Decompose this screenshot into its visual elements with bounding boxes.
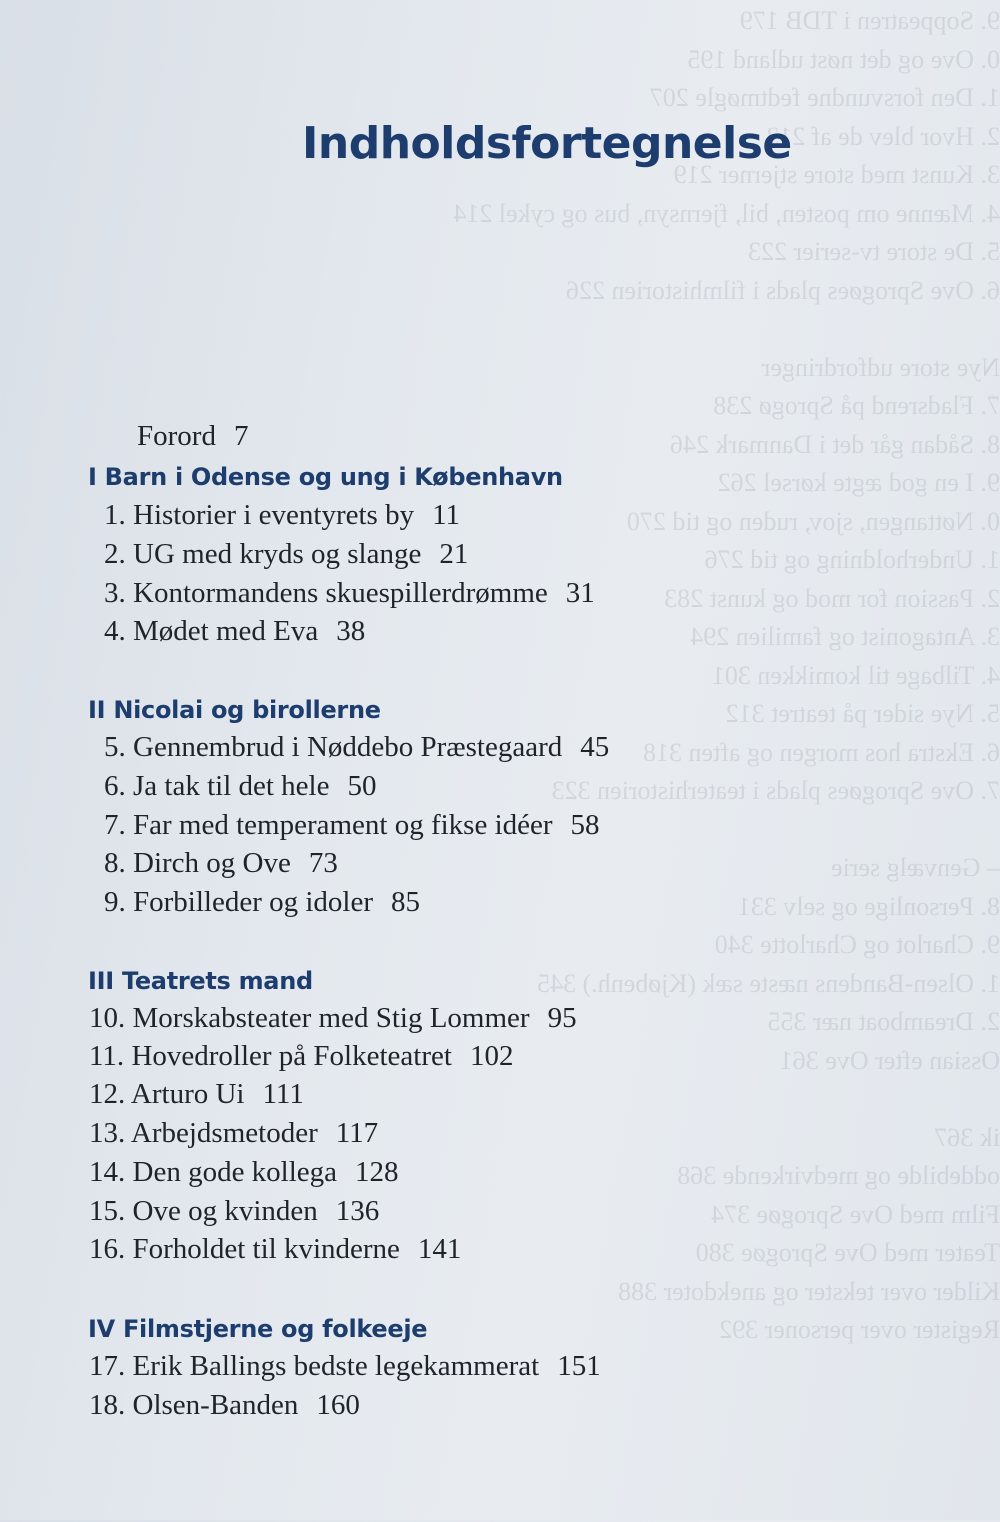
chapter-title: Dirch og Ove [133, 847, 291, 879]
chapter-title: Den gode kollega [132, 1156, 338, 1188]
toc-chapter [89, 1156, 399, 1189]
toc-chapter [104, 499, 460, 532]
toc-chapter [104, 886, 420, 919]
chapter-page: 141 [417, 1233, 462, 1265]
chapter-page: 31 [565, 577, 595, 609]
chapter-page: 11 [432, 499, 461, 531]
toc-foreword-label: Forord [137, 420, 216, 452]
chapter-number: 17. [89, 1350, 126, 1382]
chapter-page: 45 [580, 731, 610, 763]
chapter-title: Morskabsteater med Stig Lommer [132, 1002, 530, 1034]
toc-chapter [89, 1233, 461, 1266]
toc-chapter [89, 1002, 577, 1035]
chapter-page: 117 [335, 1117, 379, 1149]
chapter-page: 95 [547, 1002, 577, 1034]
bleed-through-text: 9. Soppeatren i TDB 179 0. Ove og det nøst udland 195 1. Den forsvundne fedtmøgle 207 2. Hvor blev de af 213 3. Kunst med store stjerner 219 4. Mænne om posten, bil, fjernsyn, bus og cykel 214 5. De store tv-serier 223 6. Ove Sprogøes plads i filmhistorien 226 Nye store udfordringer 7. Fladsrend på Sprogø 238 8. Sådan går det i Danmark 246 9. I en god ægte kørsel 262 0. Nøttangen, sjov, ruden og tid 270 1. Underholdning og tid 276 2. Passion for mod og kunst 283 3. Antagonist og familien 294 4. Tilbage til komikken 301 5. Nye sider på teatret 312 6. Ekstra hos morgen og aften 318 7. Ove Sprogøes plads i teaterhistorien 323 – Genvælg serie 8. Personlige og selv 331 9. Charlot og Charlotte 340 1. Olsen-Bandens næste sæk (Kjøbenh.) 345 2. Dreamboat nær 355 Ossian efter Ove 361 ik 367 oddebilde og medvirkende 368 Film med Ove Sprogøe 374 Teater med Ove Sprogøe 380 Kilder over tekster og anekdoter 388 Register over personer 392 [453, 6, 1000, 1344]
chapter-page: 50 [347, 770, 377, 802]
chapter-page: 38 [336, 615, 366, 647]
chapter-title: Gennembrud i Nøddebo Præstegaard [133, 731, 563, 763]
toc-section-heading: II Nicolai og birollerne [88, 696, 381, 724]
chapter-page: 151 [557, 1350, 601, 1382]
toc-chapter [104, 847, 338, 880]
toc-chapter [89, 1040, 513, 1073]
toc-chapter [104, 615, 365, 648]
chapter-page: 128 [355, 1156, 399, 1188]
chapter-title: Mødet med Eva [133, 615, 319, 647]
chapter-page: 73 [308, 847, 338, 879]
chapter-number: 16. [89, 1233, 126, 1265]
chapter-page: 136 [335, 1195, 380, 1227]
chapter-title: UG med kryds og slange [133, 538, 422, 570]
chapter-page: 102 [469, 1040, 514, 1072]
toc-chapter [104, 731, 609, 764]
chapter-page: 58 [570, 809, 600, 841]
toc-chapter [89, 1389, 360, 1422]
chapter-title: Erik Ballings bedste legekammerat [132, 1350, 540, 1382]
toc-section-heading: IV Filmstjerne og folkeeje [88, 1315, 428, 1343]
chapter-number: 8. [104, 847, 126, 879]
chapter-number: 12. [89, 1078, 126, 1110]
toc-chapter [104, 770, 377, 803]
chapter-number: 7. [104, 809, 126, 841]
toc-chapter [104, 538, 468, 571]
chapter-number: 9. [104, 886, 126, 918]
toc-foreword-page: 7 [233, 420, 249, 452]
toc-foreword [137, 420, 248, 453]
chapter-number: 10. [89, 1002, 126, 1034]
chapter-number: 1. [104, 499, 126, 531]
chapter-number: 18. [89, 1389, 126, 1421]
chapter-page: 111 [262, 1078, 304, 1110]
toc-chapter [89, 1350, 601, 1383]
chapter-title: Ove og kvinden [132, 1195, 318, 1227]
chapter-number: 11. [89, 1040, 125, 1072]
chapter-page: 160 [316, 1389, 360, 1421]
chapter-number: 2. [104, 538, 126, 570]
page-title: Indholdsfortegnelse [302, 118, 792, 169]
chapter-number: 5. [104, 731, 126, 763]
chapter-page: 21 [439, 538, 469, 570]
chapter-title: Forbilleder og idoler [133, 886, 374, 918]
chapter-title: Arbejdsmetoder [130, 1117, 318, 1149]
chapter-number: 6. [104, 770, 126, 802]
chapter-number: 13. [89, 1117, 126, 1149]
chapter-number: 14. [89, 1156, 126, 1188]
chapter-title: Arturo Ui [130, 1078, 245, 1110]
chapter-title: Ja tak til det hele [133, 770, 330, 802]
chapter-number: 3. [104, 577, 126, 609]
toc-chapter [104, 809, 600, 842]
chapter-title: Historier i eventyrets by [133, 499, 415, 531]
toc-chapter [104, 577, 595, 610]
toc-section-heading: III Teatrets mand [88, 967, 313, 995]
toc-chapter [89, 1195, 379, 1228]
chapter-title: Olsen-Banden [132, 1389, 299, 1421]
chapter-title: Forholdet til kvinderne [132, 1233, 400, 1265]
toc-chapter [89, 1078, 304, 1111]
toc-chapter [89, 1117, 378, 1150]
chapter-title: Kontormandens skuespillerdrømme [133, 577, 548, 609]
chapter-page: 85 [391, 886, 421, 918]
chapter-number: 4. [104, 615, 126, 647]
chapter-title: Far med temperament og fikse idéer [133, 809, 553, 841]
toc-section-heading: I Barn i Odense og ung i København [88, 463, 563, 491]
chapter-title: Hovedroller på Folketeatret [131, 1040, 452, 1072]
chapter-number: 15. [89, 1195, 126, 1227]
